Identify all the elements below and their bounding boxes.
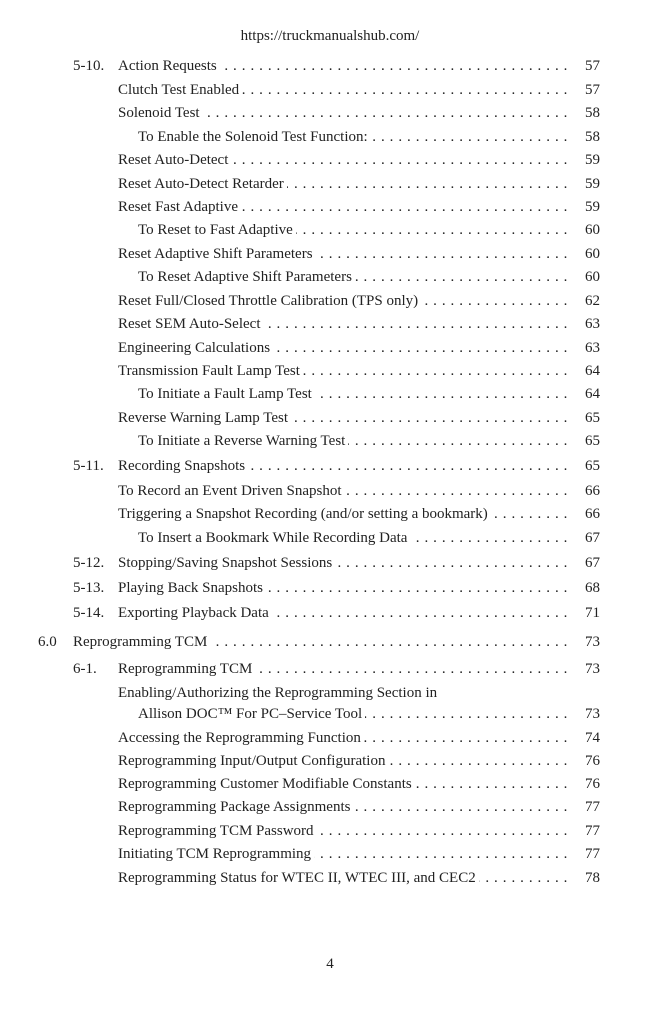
toc-entry-page: 57 <box>585 82 600 98</box>
toc-entry[interactable] <box>0 603 660 623</box>
toc-entry[interactable] <box>0 267 660 287</box>
toc-entry[interactable] <box>0 408 660 428</box>
toc-entry-page: 65 <box>585 433 600 449</box>
toc-entry-title: Triggering a Snapshot Recording (and/or setting a bookmark) <box>118 506 491 522</box>
toc-entry-title: To Reset Adaptive Shift Parameters <box>138 269 355 285</box>
toc-entry-title: Reset Auto-Detect Retarder <box>118 176 287 192</box>
toc-entry[interactable] <box>0 127 660 147</box>
toc-entry-title: Reset Fast Adaptive <box>118 199 241 215</box>
toc-entry-title: Reset SEM Auto-Select <box>118 316 264 332</box>
toc-entry-page: 59 <box>585 199 600 215</box>
toc-entry[interactable] <box>0 150 660 170</box>
toc-entry-page: 66 <box>585 506 600 522</box>
toc-entry[interactable] <box>0 338 660 358</box>
toc-entry-page: 68 <box>585 580 600 596</box>
toc-chapter-entry[interactable] <box>0 632 660 652</box>
toc-entry[interactable] <box>0 751 660 771</box>
toc-entry[interactable] <box>0 553 660 573</box>
toc-entry-page: 73 <box>585 634 600 650</box>
toc-entry[interactable] <box>0 528 660 548</box>
toc-entry-title: Reset Auto-Detect <box>118 152 231 168</box>
toc-entry-title: Exporting Playback Data <box>118 605 272 621</box>
toc-entry-page: 63 <box>585 316 600 332</box>
toc-entry-title: Reprogramming Customer Modifiable Constants <box>118 776 415 792</box>
toc-entry[interactable] <box>0 868 660 888</box>
toc-entry[interactable] <box>0 314 660 334</box>
toc-entry[interactable] <box>0 431 660 451</box>
toc-entry-title: Solenoid Test <box>118 105 203 121</box>
toc-entry[interactable] <box>0 220 660 240</box>
toc-entry-title: Recording Snapshots <box>118 458 248 474</box>
toc-entry[interactable] <box>0 174 660 194</box>
toc-entry-page: 62 <box>585 293 600 309</box>
toc-entry-page: 77 <box>585 846 600 862</box>
toc-entry[interactable] <box>0 103 660 123</box>
toc-entry-page: 76 <box>585 753 600 769</box>
toc-entry-title: Reprogramming Status for WTEC II, WTEC III, and CEC2 <box>118 870 479 886</box>
toc-entry-page: 71 <box>585 605 600 621</box>
toc-entry-title: To Initiate a Fault Lamp Test <box>138 386 315 402</box>
toc-entry[interactable] <box>0 659 660 679</box>
toc-entry-page: 60 <box>585 269 600 285</box>
toc-entry[interactable] <box>0 361 660 381</box>
toc-entry-page: 64 <box>585 386 600 402</box>
toc-entry[interactable] <box>0 56 660 76</box>
toc-entry-page: 65 <box>585 458 600 474</box>
toc-entry-page: 66 <box>585 483 600 499</box>
toc-entry-title: To Initiate a Reverse Warning Test <box>138 433 348 449</box>
toc-entry-number: 6-1. <box>73 661 97 677</box>
toc-entry-title: Reprogramming Package Assignments <box>118 799 353 815</box>
toc-entry-title: Reprogramming TCM Password <box>118 823 317 839</box>
toc-entry-title: Reprogramming TCM <box>73 634 210 650</box>
toc-entry-title: Engineering Calculations <box>118 340 273 356</box>
toc-entry-title: Initiating TCM Reprogramming <box>118 846 314 862</box>
toc-entry-page: 77 <box>585 799 600 815</box>
toc-entry-page: 59 <box>585 152 600 168</box>
toc-entry-page: 73 <box>585 706 600 722</box>
toc-entry-number: 5-10. <box>73 58 105 74</box>
toc-entry-title: To Record an Event Driven Snapshot <box>118 483 344 499</box>
toc-entry-page: 60 <box>585 246 600 262</box>
toc-entry-number: 6.0 <box>38 634 57 650</box>
toc-entry[interactable] <box>0 80 660 100</box>
toc-entry-title: Action Requests <box>118 58 220 74</box>
toc-entry[interactable] <box>0 578 660 598</box>
toc-entry-page: 78 <box>585 870 600 886</box>
header-url: https://truckmanualshub.com/ <box>240 28 420 44</box>
toc-entry-title: Stopping/Saving Snapshot Sessions <box>118 555 335 571</box>
toc-entry-title: To Enable the Solenoid Test Function: <box>138 129 371 145</box>
toc-entry-page: 77 <box>585 823 600 839</box>
toc-entry-title: Accessing the Reprogramming Function <box>118 730 364 746</box>
toc-entry[interactable] <box>0 291 660 311</box>
toc-entry-title: Reset Adaptive Shift Parameters <box>118 246 316 262</box>
toc-entry-title: To Reset to Fast Adaptive <box>138 222 296 238</box>
toc-entry-title: Playing Back Snapshots <box>118 580 266 596</box>
toc-entry-page: 74 <box>585 730 600 746</box>
toc-entry[interactable] <box>0 797 660 817</box>
toc-entry-page: 58 <box>585 129 600 145</box>
toc-entry[interactable] <box>0 244 660 264</box>
toc-entry-number: 5-12. <box>73 555 105 571</box>
toc-entry-page: 67 <box>585 530 600 546</box>
toc-entry[interactable] <box>0 504 660 524</box>
toc-entry-title: Transmission Fault Lamp Test <box>118 363 303 379</box>
toc-entry[interactable] <box>0 844 660 864</box>
toc-entry-number: 5-13. <box>73 580 105 596</box>
toc-entry-title-line2: Allison DOC™ For PC–Service Tool <box>138 706 365 722</box>
toc-entry-page: 64 <box>585 363 600 379</box>
toc-entry[interactable] <box>0 821 660 841</box>
toc-entry-title: Reprogramming Input/Output Configuration <box>118 753 388 769</box>
toc-entry-page: 60 <box>585 222 600 238</box>
toc-entry[interactable] <box>0 456 660 476</box>
page-number: 4 <box>326 956 334 972</box>
toc-entry-number: 5-11. <box>73 458 104 474</box>
toc-entry-title: Reverse Warning Lamp Test <box>118 410 291 426</box>
toc-entry[interactable] <box>0 481 660 501</box>
toc-entry[interactable] <box>0 704 660 724</box>
toc-entry-page: 73 <box>585 661 600 677</box>
toc-entry-title: Clutch Test Enabled <box>118 82 242 98</box>
toc-entry-page: 76 <box>585 776 600 792</box>
toc-entry-title: To Insert a Bookmark While Recording Data <box>138 530 410 546</box>
toc-entry-page: 67 <box>585 555 600 571</box>
toc-entry-page: 63 <box>585 340 600 356</box>
toc-entry-page: 57 <box>585 58 600 74</box>
toc-entry[interactable] <box>0 728 660 748</box>
toc-entry[interactable] <box>0 197 660 217</box>
toc-entry-title-line1: Enabling/Authorizing the Reprogramming Section in <box>118 685 438 701</box>
toc-entry-page: 59 <box>585 176 600 192</box>
toc-entry-title: Reset Full/Closed Throttle Calibration (TPS only) <box>118 293 421 309</box>
toc-entry-page: 58 <box>585 105 600 121</box>
toc-entry-number: 5-14. <box>73 605 105 621</box>
toc-entry[interactable] <box>0 384 660 404</box>
toc-entry[interactable] <box>0 774 660 794</box>
toc-entry-page: 65 <box>585 410 600 426</box>
toc-entry-title: Reprogramming TCM <box>118 661 255 677</box>
